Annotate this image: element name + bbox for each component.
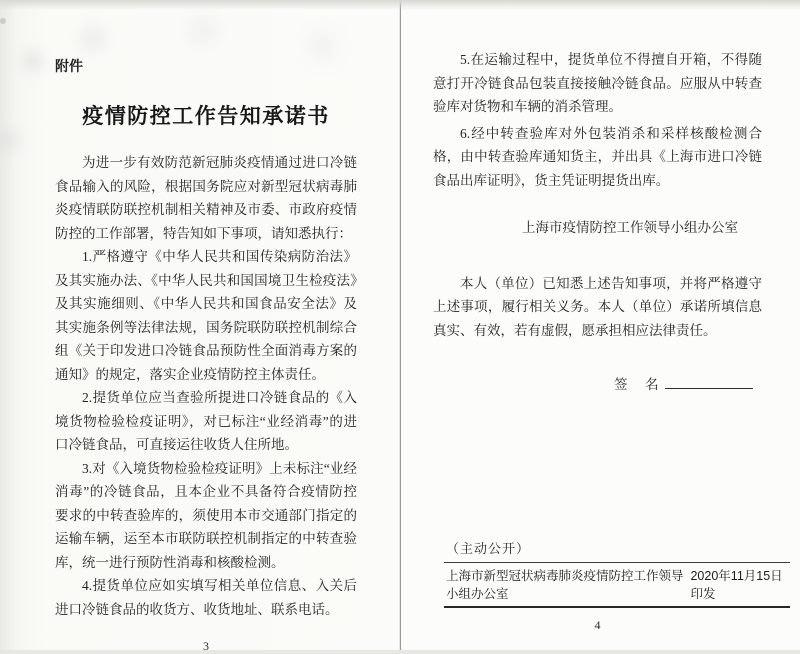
signature-label: 签 名 <box>614 376 661 392</box>
document-title: 疫情防控工作告知承诺书 <box>82 105 330 128</box>
page-4-content <box>401 0 800 633</box>
issuance-footer <box>444 562 790 608</box>
page-3-content <box>0 0 399 654</box>
disclosure-note: （主动公开） <box>446 540 531 556</box>
document-page-4 <box>400 0 800 650</box>
signature-blank-line <box>665 374 753 389</box>
page-number-4: 4 <box>594 617 601 632</box>
item-3-paragraph: 3.对《入境货物检验检疫证明》上未标注“业经消毒”的冷链食品，且本企业不具备符合疫情防控要求的中转查验库的，须使用本市交通部门指定的运输车辆，运至本市联防联控机制指定的中转查验库，统一进行预防性消毒和核酸检测。 <box>55 460 357 570</box>
page-number-3: 3 <box>203 639 209 653</box>
signature-row <box>433 373 762 393</box>
footer-print-date: 2020年11月15日印发 <box>690 568 783 601</box>
footer-issuer: 上海市新型冠状病毒肺炎疫情防控工作领导小组办公室 <box>446 568 684 601</box>
item-2-paragraph: 2.提货单位应当查验所提进口冷链食品的《入境货物检验检疫证明》，对已标注“业经消毒”的进口冷链食品，可直接运往收货人住所地。 <box>55 390 357 452</box>
item-1-paragraph: 1.严格遵守《中华人民共和国传染病防治法》及其实施办法、《中华人民共和国国境卫生检疫法》及其实施细则、《中华人民共和国食品安全法》及其实施条例等法律法规，国务院联防联控机制综合组《关于印发进口冷链食品预防性全面消毒方案的通知》的规定，落实企业疫情防控主体责任。 <box>55 249 357 382</box>
item-5-paragraph: 5.在运输过程中，提货单位不得擅自开箱，不得随意打开冷链食品包装直接接触冷链食品。应服从中转查验库对货物和车辆的消杀管理。 <box>433 52 762 114</box>
document-page-3 <box>0 0 399 653</box>
item-4-paragraph: 4.提货单位应如实填写相关单位信息、入关后进口冷链食品的收货方、收货地址、联系电话。 <box>55 578 357 617</box>
page-3-body <box>55 151 357 621</box>
item-6-paragraph: 6.经中转查验库对外包装消杀和采样核酸检测合格，由中转查验库通知货主，并出具《上海市进口冷链食品出库证明》，货主凭证明提货出库。 <box>433 125 762 188</box>
attachment-label: 附件 <box>55 58 83 74</box>
intro-paragraph: 为进一步有效防范新冠肺炎疫情通过进口冷链食品输入的风险，根据国务院应对新型冠状病毒肺炎疫情联防联控机制相关精神及市委、市政府疫情防控的工作部署，特告知如下事项，请知悉执行： <box>55 155 357 241</box>
commitment-paragraph: 本人（单位）已知悉上述告知事项，并将严格遵守上述事项，履行相关义务。本人（单位）承诺所填信息真实、有效，若有虚假，愿承担相应法律责任。 <box>433 275 762 339</box>
issuing-office-signoff: 上海市疫情防控工作领导小组办公室 <box>522 220 738 235</box>
